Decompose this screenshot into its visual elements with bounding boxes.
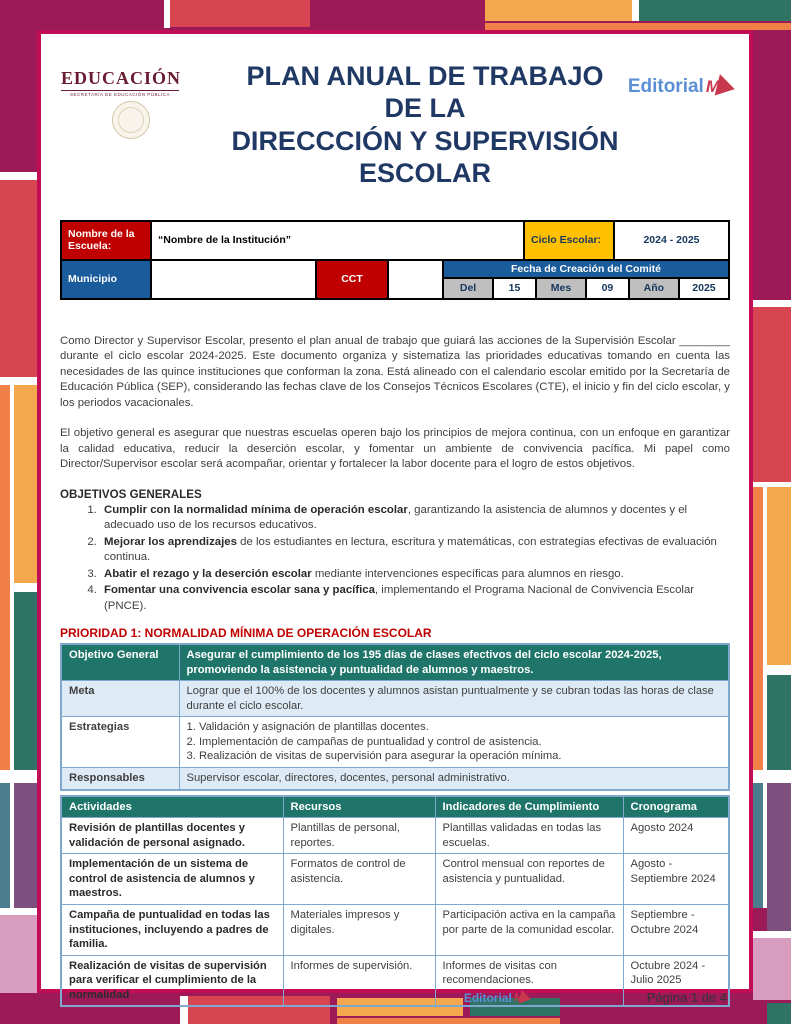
editorial-md-logo-footer xyxy=(464,991,531,1005)
activity-row xyxy=(61,955,729,1006)
mosaic-tile xyxy=(0,915,37,993)
municipality-value xyxy=(152,261,315,298)
sep-seal-icon xyxy=(112,101,150,139)
schedule-cell: Octubre 2024 - Julio 2025 xyxy=(623,955,729,1006)
mosaic-tile xyxy=(767,783,791,931)
committee-date-block xyxy=(444,261,728,298)
activities-header-cell: Recursos xyxy=(283,796,435,818)
indicator-cell: Participación activa en la campaña por parte de la comunidad escolar. xyxy=(435,904,623,955)
mosaic-tile xyxy=(767,1003,791,1024)
year-label: Año xyxy=(630,279,678,298)
cct-label: CCT xyxy=(317,261,387,298)
objective-item: 1. Cumplir con la normalidad mínima de operación escolar, garantizando la asistencia de alumnos y docentes y el adecuado uso de los recursos educativos. xyxy=(100,503,730,534)
activities-table xyxy=(60,795,730,1008)
mosaic-tile xyxy=(14,783,37,908)
intro-paragraph-1: Como Director y Supervisor Escolar, presento el plan anual de trabajo que guiará las acciones de la Supervisión Escolar ________ durante el ciclo escolar 2024-2025. Este documento organiza y sistematiza las prioridades educativas tomando en cuenta las necesidades de las quince instituciones que conforman la zona. Está alineado con el calendario escolar emitido por la Secretaría de Educación Pública (SEP), considerando las fechas clave de los Consejos Técnicos Escolares (CTE), el inicio y fin del ciclo escolar, y los periodos vacacionales. xyxy=(60,334,730,409)
activities-header-cell: Indicadores de Cumplimiento xyxy=(435,796,623,818)
responsible-label: Responsables xyxy=(61,768,179,790)
mosaic-tile xyxy=(0,908,37,915)
mosaic-tile xyxy=(753,783,763,908)
mosaic-tile xyxy=(14,583,37,592)
mosaic-tile xyxy=(0,377,37,385)
priority1-heading: PRIORIDAD 1: NORMALIDAD MÍNIMA DE OPERACIÓN ESCOLAR xyxy=(60,626,432,641)
brand-mark: M xyxy=(513,992,523,1004)
year-value: 2025 xyxy=(680,279,728,298)
brand-mark: M xyxy=(705,77,720,96)
page-number: Página 1 de 4 xyxy=(646,990,727,1005)
activity-cell: Implementación de un sistema de control de asistencia de alumnos y maestros. xyxy=(61,854,283,905)
school-info-table xyxy=(60,220,730,300)
resources-cell: Materiales impresos y digitales. xyxy=(283,904,435,955)
page-title-line: ESCOLAR xyxy=(358,158,491,189)
sep-logo-title: EDUCACIÓN xyxy=(61,68,182,88)
activities-header-row xyxy=(61,796,729,818)
strategy-line: 1. Validación y asignación de plantillas docentes. xyxy=(186,721,429,734)
meta-label: Meta xyxy=(61,681,179,717)
objectives-heading: OBJETIVOS GENERALES xyxy=(60,487,202,501)
mosaic-tile xyxy=(485,0,632,21)
mosaic-tile xyxy=(632,0,639,21)
month-value: 09 xyxy=(587,279,628,298)
resources-cell: Informes de supervisión. xyxy=(283,955,435,1006)
mosaic-tile xyxy=(753,300,791,307)
mosaic-tile xyxy=(753,938,791,1000)
schedule-cell: Septiembre - Octubre 2024 xyxy=(623,904,729,955)
mosaic-tile xyxy=(0,172,37,180)
mosaic-tile xyxy=(767,487,791,665)
brand-name: Editorial xyxy=(463,991,512,1005)
activities-header-cell: Actividades xyxy=(61,796,283,818)
activity-cell: Campaña de puntualidad en todas las instituciones, incluyendo a padres de familia. xyxy=(61,904,283,955)
editorial-md-logo xyxy=(628,76,735,98)
brand-name: Editorial xyxy=(627,76,704,97)
municipality-label: Municipio xyxy=(62,261,150,298)
resources-cell: Plantillas de personal, reportes. xyxy=(283,818,435,854)
mosaic-tile xyxy=(0,180,37,377)
resources-cell: Formatos de control de asistencia. xyxy=(283,854,435,905)
priority1-summary-table xyxy=(60,643,730,791)
activity-cell: Realización de visitas de supervisión para verificar el cumplimiento de la normalidad xyxy=(61,955,283,1006)
meta-text: Lograr que el 100% de los docentes y alumnos asistan puntualmente y se cubran todas las horas de clase durante el ciclo escolar. xyxy=(179,681,729,717)
mosaic-tile xyxy=(753,931,791,938)
play-triangle-icon xyxy=(518,990,532,1006)
activity-row xyxy=(61,854,729,905)
objective-general-text: Asegurar el cumplimiento de los 195 días de clases efectivos del ciclo escolar 2024-2025, promoviendo la asistencia y puntualidad de alumnos y maestros. xyxy=(179,644,729,681)
indicator-cell: Informes de visitas con recomendaciones. xyxy=(435,955,623,1006)
objectives-list xyxy=(60,503,730,615)
activity-row xyxy=(61,818,729,854)
activities-header-cell: Cronograma xyxy=(623,796,729,818)
strategies-text xyxy=(179,717,729,768)
school-name-label: Nombre de la Escuela: xyxy=(62,222,150,259)
play-triangle-icon xyxy=(715,74,738,100)
month-label: Mes xyxy=(537,279,585,298)
page-title-line: PLAN ANUAL DE TRABAJO DE LA xyxy=(246,61,604,124)
mosaic-tile xyxy=(0,385,10,770)
objective-general-label: Objetivo General xyxy=(61,644,179,681)
cct-value xyxy=(389,261,442,298)
strategy-line: 3. Realización de visitas de supervisión para asegurar la operación mínima. xyxy=(186,750,562,763)
mosaic-tile xyxy=(485,23,791,30)
schedule-cell: Agosto 2024 xyxy=(623,818,729,854)
responsible-text: Supervisor escolar, directores, docentes, personal administrativo. xyxy=(179,768,729,790)
schedule-cell: Agosto - Septiembre 2024 xyxy=(623,854,729,905)
mosaic-tile xyxy=(753,487,763,770)
mosaic-tile xyxy=(14,592,37,775)
objective-item: 2. Mejorar los aprendizajes de los estudiantes en lectura, escritura y matemáticas, con estrategias efectivas de evaluación continua. xyxy=(100,535,730,566)
document-page xyxy=(37,30,753,1005)
objective-item: 3. Abatir el rezago y la deserción escolar mediante intervenciones específicas para alumnos en riesgo. xyxy=(100,567,730,583)
objective-item: 4. Fomentar una convivencia escolar sana y pacífica, implementando el Programa Nacional de Convivencia Escolar (PNCE). xyxy=(100,583,730,614)
cycle-value: 2024 - 2025 xyxy=(615,222,728,259)
mosaic-tile xyxy=(753,307,791,482)
mosaic-tile xyxy=(753,770,791,783)
mosaic-tile xyxy=(767,665,791,675)
sep-logo-subtitle: SECRETARÍA DE EDUCACIÓN PÚBLICA xyxy=(61,90,179,97)
day-label: Del xyxy=(444,279,492,298)
day-value: 15 xyxy=(494,279,535,298)
strategy-line: 2. Implementación de campañas de puntualidad y control de asistencia. xyxy=(186,735,542,748)
mosaic-tile xyxy=(0,770,37,783)
page-title xyxy=(165,60,625,190)
mosaic-tile xyxy=(14,385,37,583)
indicator-cell: Plantillas validadas en todas las escuelas. xyxy=(435,818,623,854)
mosaic-tile xyxy=(170,0,310,27)
mosaic-tile xyxy=(337,1018,560,1024)
intro-paragraph-2: El objetivo general es asegurar que nuestras escuelas operen bajo los principios de mejora continua, con un enfoque en garantizar la calidad educativa, reducir la deserción escolar, y fomentar un ambiente de convivencia pacífica. Mi papel como Director/Supervisor escolar será acompañar, orientar y fortalecer la labor docente para el logro de estos objetivos. xyxy=(60,427,730,471)
committee-date-label: Fecha de Creación del Comité xyxy=(444,261,728,277)
activity-row xyxy=(61,904,729,955)
cycle-label: Ciclo Escolar: xyxy=(525,222,613,259)
mosaic-tile xyxy=(0,783,10,908)
activity-cell: Revisión de plantillas docentes y validación de personal asignado. xyxy=(61,818,283,854)
sep-logo xyxy=(61,68,201,139)
school-name-value: “Nombre de la Institución” xyxy=(152,222,523,259)
mosaic-tile xyxy=(639,0,791,21)
strategies-label: Estrategias xyxy=(61,717,179,768)
page-title-line: DIRECCCIÓN Y SUPERVISIÓN xyxy=(231,125,619,156)
indicator-cell: Control mensual con reportes de asistencia y puntualidad. xyxy=(435,854,623,905)
